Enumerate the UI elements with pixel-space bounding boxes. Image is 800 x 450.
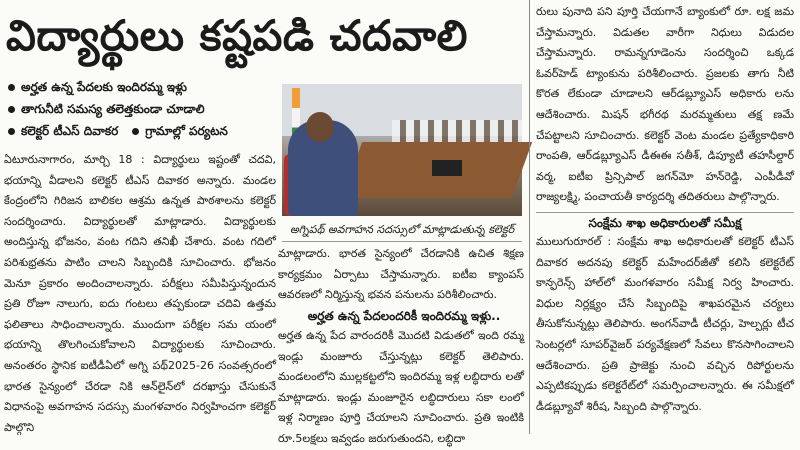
section-subheading: అర్హత ఉన్న పేదలందరికీ ఇందిరమ్మ ఇళ్లు.. — [307, 309, 501, 323]
news-photo — [282, 84, 522, 216]
bullet-text: గ్రామాల్లో పర్యటన — [145, 124, 228, 138]
bullet-dot-icon — [8, 106, 15, 113]
bullet-item — [4, 76, 276, 98]
bullet-row — [4, 120, 276, 142]
bullet-dot-icon — [8, 84, 15, 91]
bullet-text: కలెక్టర్ టీఎస్ దివాకర — [21, 124, 119, 138]
article-column-3-continued: ములుగురూరల్ : సంక్షేమ శాఖ అధికారులతో కలెక్టర్ టీఎస్ దివాకర అదనపు కలెక్టర్ మహేందర్‌జీతో కలిసి కలెక్టరేట్ కాన్ఫరెన్స్ హాల్‌లో మంగళవారం సమీక్ష నిర్వ హించారు. విధుల నిర్లక్ష్యం చేసే సిబ్బందిపై శాఖపరమైన చర్యలు తీసుకోనున్నట్లు తెలిపారు. అంగన్‌వాడీ టీచర్లు, హెల్పర్లు టీచ సెంటర్లలో సూపర్‌వైజర్ పర్యవేక్షణలో సేవలు కొనసాగించాలని ఆదేశించారు. ప్రతి ప్రాజెక్టు నుంచి వచ్చిన రిపోర్టులను ఎప్పటికప్పుడు కలెక్టరేట్‌లో సమర్పించాలన్నారు. ఈ సమీక్షలో డీడబ్ల్యూవో శిరీష, సిబ్బంది పాల్గొన్నారు. — [536, 235, 794, 413]
photo-caption: అగ్నిపథ్ అవగాహన సదస్సులో మాట్లాడుతున్న కలెక్టర్ — [282, 219, 522, 242]
article-column-2: అర్హత ఉన్న పేద వారందరికీ మొదటి విడుతలో ఇంది రమ్మ ఇండ్లు మంజూరు చేస్తున్నట్లు కలెక్టర్ తెలిపారు. మండలంలోని ముల్లకట్టలోని ఇందిరమ్మ ఇళ్ల లబ్ధిదారు లతో మాట్లాడారు. ఇండ్లు మంజూరైన లబ్ధిదారులు సకా లంలో ఇళ్ల నిర్మాణం పూర్తి చేయాలని సూచించారు. ప్రతి ఇంటికి రూ.5లక్షలు ఇవ్వడం జరుగుతుందని, లబ్ధిదా — [278, 329, 524, 445]
bullet-text: అర్హత ఉన్న పేదలకు ఇందిరమ్మ ఇళ్లు — [21, 80, 187, 94]
bullet-list — [4, 76, 276, 142]
section-subheading-2: సంక్షేమ శాఖ అధికారులతో సమీక్ష — [536, 212, 794, 233]
bullet-dot-icon — [8, 128, 15, 135]
article-column-1: ఏటూరునాగారం, మార్చి 18 : విద్యార్థులు ఇష్టంతో చదవి, భయాన్ని వీడాలని కలెక్టర్ టీఎస్ దివాకర అన్నారు. మండల కేంద్రంలోని గిరిజన బాలికల ఆశ్రమ ఉన్నత పాఠశాలను కలెక్టర్ సందర్శించారు. విద్యార్థులతో మాట్లాడారు. విద్యార్థులకు అందిస్తున్న భోజనం, వంట గదిని తనిఖీ చేశారు. వంట గదిలో పరిశుభ్రతను పాటిం చాలని సిబ్బందికి సూచించారు. భోజనం మెనూ ప్రకారం అందించాలన్నారు. పరీక్షలు సమీపిస్తున్నందున ప్రతి రోజూ నాలుగు, ఐదు గంటలు తప్పకుండా చదివి ఉత్తమ ఫలితాలు సాధించాలన్నారు. ముందుగా పరీక్షల సమ యంలో భయాన్ని తొలగించుకోవాలని విద్యార్థులకు సూచించారు. అనంతరం స్థానిక ఐటీడీఏలో అగ్ని పథ్2025-26 సంవత్సరంలో భారత సైన్యంలో చేరడా నికి ఆన్‌లైన్‌లో దరఖాస్తు చేసుకునే విధానంపై అవగాహన సదస్సు మంగళవారం నిర్వహించగా కలెక్టర్ పాల్గొని — [4, 153, 276, 434]
article-column-2-top: మాట్లాడారు. భారత సైన్యంలో చేరడానికి ఉచిత శిక్షణ కార్యక్రమం ఏర్పాటు చేస్తామన్నారు. ఐటీఐ క్యాంపస్ ఆవరణలో నిర్మిస్తున్న భవన పనులను పరిశీలించారు. — [278, 247, 524, 302]
bullet-dot-icon — [132, 128, 139, 135]
bullet-text: తాగునీటి సమస్య తలెత్తకుండా చూడాలి — [21, 102, 205, 116]
column-divider — [529, 0, 530, 434]
bullet-item — [4, 120, 118, 142]
article-column-3: రులు పునాది పని పూర్తి చేయగానే బ్యాంకులో రూ. లక్ష జమ చేస్తామన్నారు. విడుతల వారీగా నిధులు విడుదల చేస్తామన్నారు. రామన్నగూడెంను సందర్శించి ఒక్కడ ఓవర్‌హెడ్ ట్యాంకును పరిశీలించారు. ప్రజలకు తాగు నీటి కొరత లేకుండా చూడాలని ఆర్‌డబ్ల్యూఎస్ అధికారు లను ఆదేశించారు. మిషన్ భగీరథ మరమ్మతులు తక్ష ణమే చేపట్టాలని సూచించారు. కలెక్టర్ వెంట మండల ప్రత్యేకాధికారి రాంపతి, ఆర్‌డబ్ల్యూఎస్ డీఈఈ సతీశ్, డిప్యూటీ తహసీల్దార్ వర్మ, ఐటీఐ ప్రిన్సిపాల్ జగన్‌మో హన్‌రెడ్డి, ఎంపీడీవో రాజ్యలక్ష్మి, పంచాయతీ కార్యదర్శి తదితరులు పాల్గొన్నారు. — [536, 5, 794, 204]
headline: విద్యార్థులు కష్టపడి చదవాలి — [6, 11, 468, 60]
laptop-icon — [432, 160, 462, 176]
bullet-item — [4, 98, 276, 120]
bullet-item — [128, 120, 228, 142]
